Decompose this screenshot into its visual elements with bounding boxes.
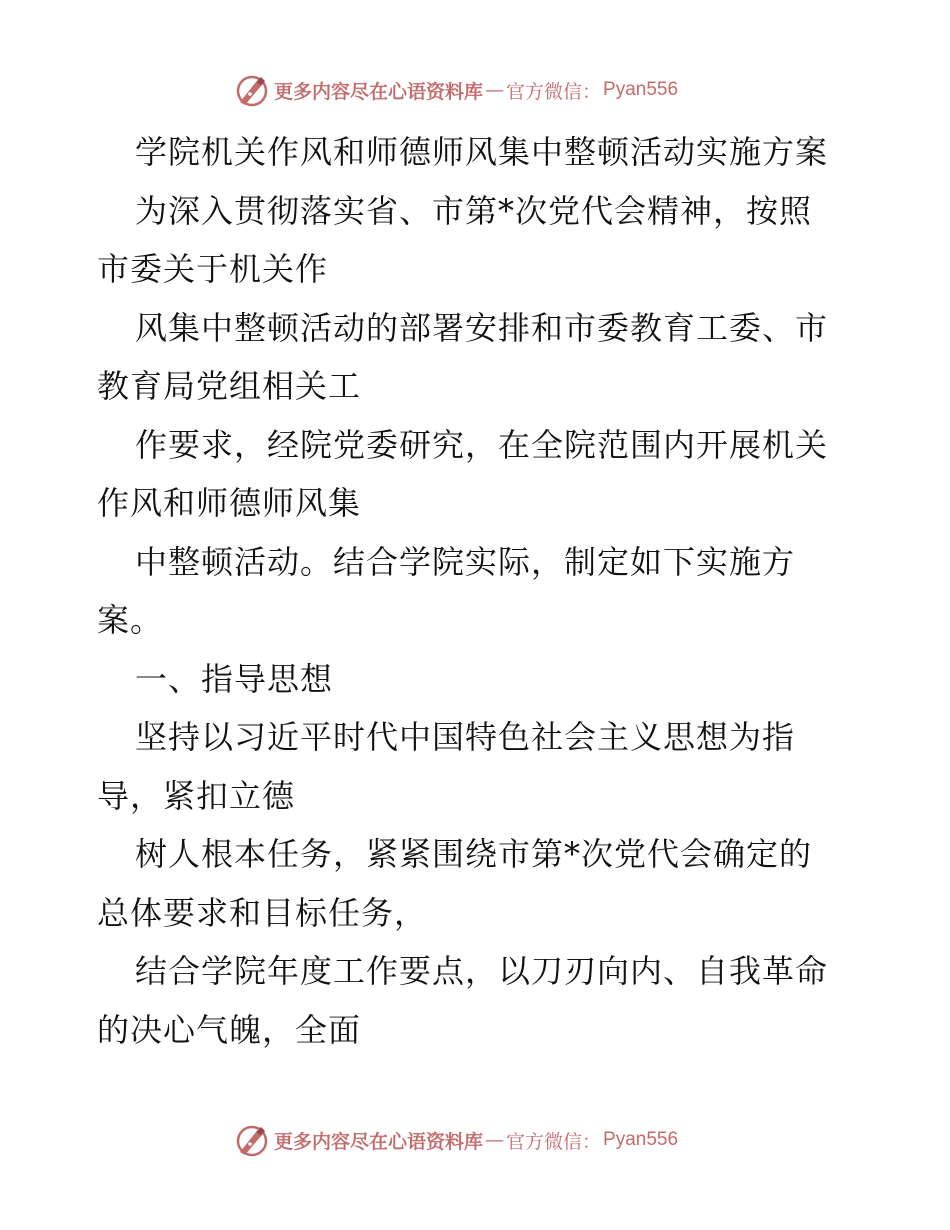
paragraph-line: 市委关于机关作 [97,250,329,288]
footer-watermark [234,1122,678,1158]
header-watermark [234,72,678,108]
paragraph-line: 作要求，经院党委研究，在全院范围内开展机关 [135,425,829,464]
paragraph-line: 树人根本任务，紧紧围绕市第*次党代会确定的 [135,835,813,873]
paragraph-line: 的决心气魄，全面 [97,1010,362,1049]
watermark-dash: — [485,1129,505,1151]
watermark-dash: — [485,79,505,101]
pen-nib-logo-icon [234,1122,270,1158]
paragraph-line: 风集中整顿活动的部署安排和市委教育工委、市 [135,308,829,347]
watermark-brand-text: 更多内容尽在心语资料库 [274,1130,484,1153]
watermark-brand-text: 更多内容尽在心语资料库 [274,80,484,103]
paragraph-line: 总体要求和目标任务， [97,893,428,932]
paragraph-line: 教育局党组相关工 [97,367,362,405]
paragraph-line: 为深入贯彻落实省、市第*次党代会精神，按照 [135,191,813,230]
paragraph-line: 作风和师德师风集 [97,484,362,522]
watermark-wechat-id: Pyan556 [603,1129,679,1150]
paragraph-line: 案。 [97,601,164,639]
paragraph-line: 中整顿活动。结合学院实际，制定如下实施方 [135,542,796,581]
section-heading: 一、指导思想 [135,659,334,698]
pen-nib-logo-icon [234,72,270,108]
watermark-wechat-label: 官方微信： [506,1130,602,1153]
document-title: 学院机关作风和师德师风集中整顿活动实施方案 [135,133,829,171]
watermark-wechat-label: 官方微信： [506,80,602,103]
document-body [97,123,857,1059]
paragraph-line: 导，紧扣立德 [97,776,296,815]
paragraph-line: 坚持以习近平时代中国特色社会主义思想为指 [135,718,796,756]
paragraph-line: 结合学院年度工作要点，以刀刃向内、自我革命 [135,952,829,990]
watermark-wechat-id: Pyan556 [603,79,679,100]
